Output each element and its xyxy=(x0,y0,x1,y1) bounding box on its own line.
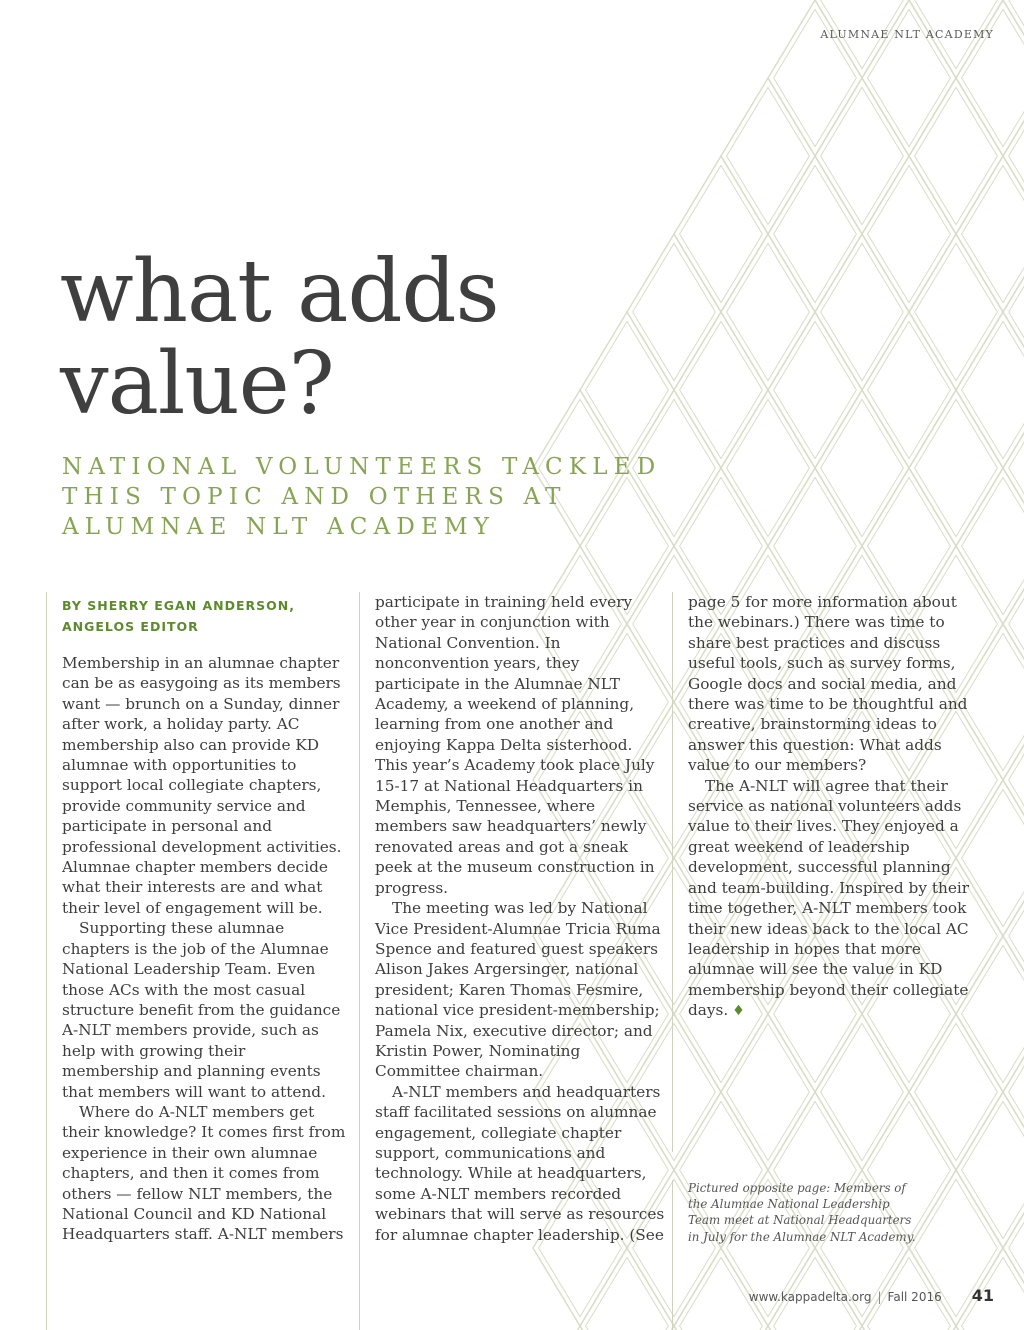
diamond-pattern-shape xyxy=(727,243,810,380)
diamond-pattern-shape xyxy=(909,390,1003,546)
diamond-pattern-shape xyxy=(956,1092,1024,1248)
diamond-pattern-shape xyxy=(674,156,768,312)
diamond-pattern-shape xyxy=(915,87,998,224)
diamond-pattern-shape xyxy=(721,78,815,234)
diamond-pattern-shape xyxy=(580,312,674,468)
diamond-pattern-shape xyxy=(1003,858,1024,1014)
diamond-pattern-shape xyxy=(956,156,1024,312)
diamond-pattern-shape xyxy=(721,390,815,546)
diamond-pattern-shape xyxy=(586,321,669,458)
diamond-pattern-shape xyxy=(815,390,909,546)
diamond-pattern-shape xyxy=(580,1248,674,1330)
paragraph-text: The A-NLT will agree that their service as national volunteers adds value to their lives. They enjoyed a great weekend of leadership development, successful planning and team-building. Inspired by their time together, A-NLT members took their new ideas back to the local AC leadership in hopes that more alumnae will see the value in KD membership beyond their collegiate days. xyxy=(688,776,970,1020)
diamond-pattern-shape xyxy=(815,1014,909,1170)
diamond-pattern-shape xyxy=(909,78,1003,234)
diamond-pattern-shape xyxy=(721,1014,815,1170)
subtitle-line-3: ALUMNAE NLT ACADEMY xyxy=(62,514,496,540)
diamond-pattern-shape xyxy=(1003,546,1024,702)
diamond-pattern-shape xyxy=(862,0,956,156)
article-column-3 xyxy=(688,592,978,1022)
photo-caption: Pictured opposite page: Members of the Alumnae National Leadership Team meet at National Headquarters in July for the Alumnae NLT Academy. xyxy=(688,1181,916,1244)
diamond-pattern-shape xyxy=(627,234,721,390)
byline xyxy=(62,595,295,637)
paragraph: participate in training held every other year in conjunction with National Convention. In nonconvention years, they participate in the Alumnae NLT Academy, a weekend of planning, learning from one another and enjoying Kappa Delta sisterhood. This year’s Academy took place July 15-17 at National Headquarters in Memphis, Tennessee, where members saw headquarters’ newly renovated areas and got a sneak peek at the museum construction in progress. xyxy=(375,593,655,897)
diamond-pattern-shape xyxy=(1009,1023,1024,1160)
diamond-pattern-shape xyxy=(627,1326,721,1330)
diamond-pattern-shape xyxy=(1003,1170,1024,1326)
diamond-pattern-shape xyxy=(533,1326,627,1330)
diamond-pattern-shape xyxy=(821,243,904,380)
diamond-pattern-shape xyxy=(909,1014,1003,1170)
diamond-pattern-shape xyxy=(586,1257,669,1330)
diamond-pattern-shape xyxy=(633,243,716,380)
diamond-pattern-shape xyxy=(727,399,810,536)
diamond-pattern-shape xyxy=(721,234,815,390)
paragraph: Membership in an alumnae chapter can be as easygoing as its members want — brunch on a Sunday, dinner after work, a holiday party. AC membership also can provide KD alumnae with opportunities to support local collegiate chapters, provide community service and participate in personal and professional development activities. Alumnae chapter members decide what their interests are and what their level of engagement will be. xyxy=(62,654,342,917)
diamond-pattern-shape xyxy=(962,165,1024,302)
page-footer xyxy=(749,1286,994,1305)
diamond-pattern-shape xyxy=(821,1023,904,1160)
page-title-line-1: what adds xyxy=(60,242,499,342)
diamond-pattern-shape xyxy=(909,1326,1003,1330)
diamond-end-mark-icon: ♦ xyxy=(732,1003,745,1020)
diamond-pattern-shape xyxy=(1003,0,1024,78)
diamond-pattern-shape xyxy=(1009,867,1024,1004)
diamond-pattern-shape xyxy=(1003,702,1024,858)
section-label: ALUMNAE NLT ACADEMY xyxy=(820,28,994,41)
diamond-pattern-shape xyxy=(774,165,857,302)
byline-role: ANGELOS EDITOR xyxy=(62,619,199,634)
diamond-pattern-shape xyxy=(1009,711,1024,848)
diamond-pattern-shape xyxy=(815,1326,909,1330)
page-title-line-2: value? xyxy=(60,334,334,434)
paragraph: A-NLT members and headquarters staff facilitated sessions on alumnae engagement, collegiate chapter support, communications and technology. While at headquarters, some A-NLT members recorded webinars that will serve as resources for alumnae chapter leadership. (See xyxy=(375,1082,665,1244)
diamond-pattern-shape xyxy=(727,87,810,224)
diamond-pattern-shape xyxy=(1003,1326,1024,1330)
paragraph-final xyxy=(688,776,978,1022)
caption-divider xyxy=(672,1180,673,1330)
diamond-pattern-shape xyxy=(768,312,862,468)
footer-issue: Fall 2016 xyxy=(887,1290,942,1304)
diamond-pattern-shape xyxy=(680,321,763,458)
diamond-pattern-shape xyxy=(768,156,862,312)
diamond-pattern-shape xyxy=(815,234,909,390)
diamond-pattern-shape xyxy=(915,399,998,536)
article-column-2 xyxy=(375,592,665,1245)
subtitle xyxy=(62,452,661,542)
diamond-pattern-shape xyxy=(1009,1179,1024,1316)
diamond-pattern-shape xyxy=(768,0,862,156)
diamond-pattern-shape xyxy=(821,87,904,224)
diamond-pattern-shape xyxy=(674,312,768,468)
diamond-pattern-shape xyxy=(862,312,956,468)
diamond-pattern-shape xyxy=(868,321,951,458)
subtitle-line-1: NATIONAL VOLUNTEERS TACKLED xyxy=(62,454,662,480)
diamond-pattern-shape xyxy=(1003,390,1024,546)
column-divider xyxy=(46,592,47,1330)
diamond-pattern-shape xyxy=(1003,78,1024,234)
diamond-pattern-shape xyxy=(815,78,909,234)
diamond-pattern-shape xyxy=(774,321,857,458)
diamond-pattern-shape xyxy=(862,156,956,312)
diamond-pattern-shape xyxy=(868,165,951,302)
diamond-pattern-shape xyxy=(821,399,904,536)
diamond-pattern-shape xyxy=(727,1023,810,1160)
page-title xyxy=(60,242,499,434)
diamond-pattern-shape xyxy=(915,1023,998,1160)
diamond-pattern-shape xyxy=(721,1326,815,1330)
diamond-pattern-shape xyxy=(1003,1014,1024,1170)
diamond-pattern-shape xyxy=(1003,234,1024,390)
diamond-pattern-shape xyxy=(680,165,763,302)
diamond-pattern-shape xyxy=(1009,399,1024,536)
footer-separator: | xyxy=(877,1290,882,1304)
paragraph: The meeting was led by National Vice President-Alumnae Tricia Ruma Spence and featured guest speakers Alison Jakes Argersinger, national president; Karen Thomas Fesmire, national vice president-membership; Pamela Nix, executive director; and Kristin Power, Nominating Committee chairman. xyxy=(375,899,661,1081)
diamond-pattern-shape xyxy=(956,312,1024,468)
paragraph: page 5 for more information about the webinars.) There was time to share best practices and discuss useful tools, such as survey forms, Google docs and social media, and there was time to be thoughtful and creative, brainstorming ideas to answer this question: What adds value to our members? xyxy=(688,593,968,775)
column-divider xyxy=(672,592,673,1152)
byline-author: BY SHERRY EGAN ANDERSON, xyxy=(62,598,296,613)
paragraph: Supporting these alumnae chapters is the job of the Alumnae National Leadership Team. Even those ACs with the most casual structure benefit from the guidance A-NLT members provide, such as help with growing their membership and planning events that members will want to attend. xyxy=(62,919,341,1101)
article-column-1 xyxy=(62,653,346,1245)
diamond-pattern-shape xyxy=(1009,243,1024,380)
diamond-pattern-shape xyxy=(962,1101,1024,1238)
diamond-pattern-shape xyxy=(1009,555,1024,692)
page-number: 41 xyxy=(971,1286,994,1305)
column-divider xyxy=(359,592,360,1330)
diamond-pattern-shape xyxy=(1009,87,1024,224)
diamond-pattern-shape xyxy=(909,234,1003,390)
subtitle-line-2: THIS TOPIC AND OTHERS AT xyxy=(62,484,567,510)
diamond-pattern-shape xyxy=(915,243,998,380)
footer-url: www.kappadelta.org xyxy=(748,1290,872,1304)
diamond-pattern-shape xyxy=(1009,0,1024,69)
diamond-pattern-shape xyxy=(956,0,1024,156)
paragraph: Where do A-NLT members get their knowledge? It comes first from experience in their own alumnae chapters, and then it comes from others — fellow NLT members, the National Council and KD National Headquarters staff. A-NLT members xyxy=(62,1102,346,1244)
diamond-pattern-shape xyxy=(962,321,1024,458)
